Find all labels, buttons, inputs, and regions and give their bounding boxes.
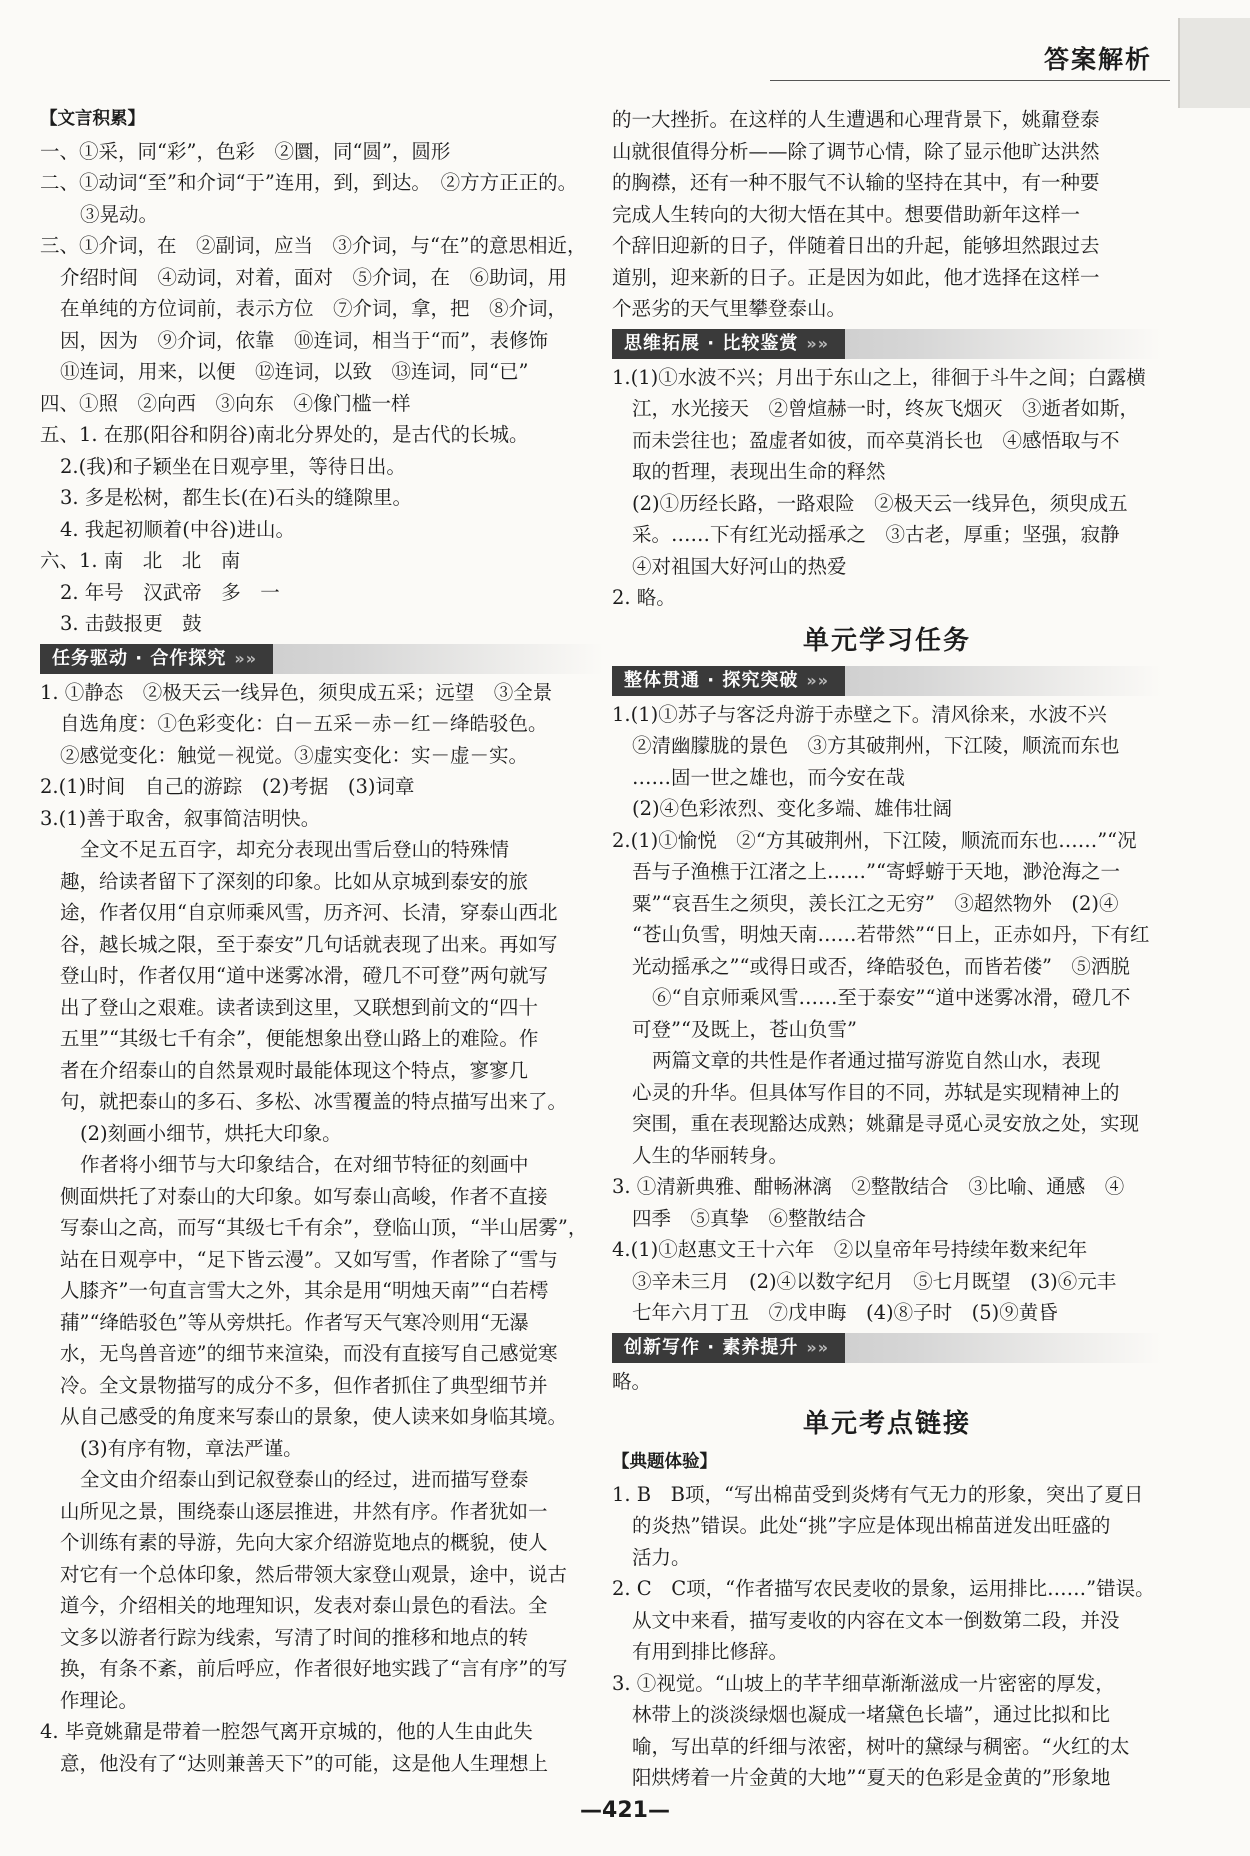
text-line: 蒱”“绛皓驳色”等从旁烘托。作者写天气寒冷则用“无瀑	[60, 1310, 529, 1334]
text-line: 出了登山之艰难。读者读到这里，又联想到前文的“四十	[60, 995, 538, 1019]
text-line: (2)④色彩浓烈、变化多端、雄伟壮阔	[632, 797, 953, 820]
text-line: 水，无鸟兽音迹”的细节来渲染，而没有直接写自己感觉寒	[60, 1342, 558, 1365]
continuation-list	[612, 104, 1162, 325]
text-line: 取的哲理，表现出生命的释然	[632, 460, 886, 483]
page-header	[770, 30, 1170, 81]
section-banner-compare	[612, 329, 1162, 359]
text-line: 突围，重在表现豁达成熟；姚鼐是寻觅心灵安放之处，实现	[632, 1112, 1140, 1135]
text-line: 喻，写出草的纤细与浓密，树叶的黛绿与稠密。“火红的太	[632, 1734, 1130, 1758]
text-line: 三、①介词，在 ②副词，应当 ③介词，与“在”的意思相近，	[40, 234, 587, 257]
text-line: 两篇文章的共性是作者通过描写游览自然山水，表现	[652, 1049, 1101, 1072]
text-line: 活力。	[632, 1545, 691, 1569]
section-banner-unit	[612, 666, 1162, 696]
text-line: 2. 年号 汉武帝 多 一	[60, 580, 280, 604]
text-line: (2)刻画小细节，烘托大印象。	[80, 1121, 342, 1145]
text-line: 2. C C项，“作者描写农民麦收的景象，运用排比……”错误。	[612, 1577, 1155, 1600]
text-line: 谷，越长城之限，至于泰安”几句话就表现了出来。再如写	[60, 932, 558, 956]
section-banner-write	[612, 1333, 1162, 1363]
text-line: 人膝齐”一句直言雪大之外，其余是用“明烛天南”“白若樗	[60, 1279, 549, 1302]
text-line: 全文由介绍泰山到记叙登泰山的经过，进而描写登泰	[80, 1468, 529, 1491]
left-column	[40, 104, 604, 1779]
banner-label: 创新写作 · 素养提升 »»	[612, 1333, 845, 1363]
text-line: 作者将小细节与大印象结合，在对细节特征的刻画中	[80, 1153, 529, 1176]
text-line: 阳烘烤着一片金黄的大地”“夏天的色彩是金黄的”形象地	[632, 1766, 1111, 1789]
text-line: 趣，给读者留下了深刻的印象。比如从京城到泰安的旅	[60, 869, 529, 893]
text-line: 对它有一个总体印象，然后带领大家登山观景，途中，说古	[60, 1562, 568, 1586]
text-line: 采。……下有红光动摇承之 ③古老，厚重；坚强，寂静	[632, 523, 1120, 546]
text-line: 文多以游者行踪为线索，写清了时间的推移和地点的转	[60, 1625, 529, 1649]
text-line: 完成人生转向的大彻大悟在其中。想要借助新年这样一	[612, 202, 1081, 226]
text-line: 介绍时间 ④动词，对着，面对 ⑤介词，在 ⑥助词，用	[60, 265, 568, 289]
text-line: 写泰山之高，而写“其级七千有余”，登临山顶，“半山居雾”，	[60, 1216, 588, 1239]
text-line: 个训练有素的导游，先向大家介绍游览地点的概貌，使人	[60, 1531, 548, 1554]
page-edge-tab	[1178, 18, 1250, 108]
text-line: 1. B B项，“写出棉苗受到炎烤有气无力的形象，突出了夏日	[612, 1482, 1144, 1506]
text-line: 侧面烘托了对泰山的大印象。如写泰山高峻，作者不直接	[60, 1184, 548, 1208]
text-line: 林带上的淡淡绿烟也凝成一堵黛色长墙”，通过比拟和比	[632, 1703, 1110, 1726]
text-line: 意，他没有了“达则兼善天下”的可能，这是他人生理想上	[60, 1751, 548, 1775]
text-line: 途，作者仅用“自京师乘风雪，历齐河、长清，穿泰山西北	[60, 901, 558, 924]
text-line: 冷。全文景物描写的成分不多，但作者抓住了典型细节并	[60, 1373, 548, 1397]
text-line: 2.(1)时间 自己的游踪 (2)考据 (3)词章	[40, 775, 415, 798]
text-line: 有用到排比修辞。	[632, 1640, 789, 1663]
text-line: 换，有条不紊，前后呼应，作者很好地实践了“言有序”的写	[60, 1657, 568, 1680]
wenyan-list	[40, 136, 604, 640]
text-line: 的炎热”错误。此处“挑”字应是体现出棉苗迸发出旺盛的	[632, 1514, 1111, 1537]
right-column	[612, 104, 1162, 1794]
text-line: 道别，迎来新的日子。正是因为如此，他才选择在这样一	[612, 265, 1100, 289]
text-line: 因，因为 ⑨介词，依靠 ⑩连词，相当于“而”，表修饰	[60, 328, 548, 352]
text-line: 四季 ⑤真挚 ⑥整散结合	[632, 1206, 867, 1230]
text-line: “苍山负雪，明烛天南……若带然”“日上，正赤如丹，下有红	[632, 923, 1150, 946]
text-line: 2.(1)①愉悦 ②“方其破荆州，下江陵，顺流而东也……”“况	[612, 828, 1137, 852]
text-line: 句，就把泰山的多石、多松、冰雪覆盖的特点描写出来了。	[60, 1090, 568, 1113]
text-line: 六、1. 南 北 北 南	[40, 549, 241, 572]
banner-label: 整体贯通 · 探究突破 »»	[612, 666, 845, 696]
text-line: 站在日观亭中，“足下皆云漫”。又如写雪，作者除了“雪与	[60, 1247, 558, 1271]
text-line: ②感觉变化：触觉－视觉。③虚实变化：实－虚－实。	[60, 743, 529, 767]
link-list	[612, 1479, 1162, 1794]
text-line: ⑥“自京师乘风雪……至于泰安”“道中迷雾冰滑，磴几不	[652, 986, 1131, 1009]
text-line: 光动摇承之”“或得日或否，绛皓驳色，而皆若偻” ⑤洒脱	[632, 954, 1130, 978]
dianti-tag: 【典题体验】	[612, 1452, 717, 1472]
write-answer: 略。	[612, 1369, 652, 1393]
text-line: 在单纯的方位词前，表示方位 ⑦介词，拿，把 ⑧介词，	[60, 297, 568, 320]
text-line: 四、①照 ②向西 ③向东 ④像门槛一样	[40, 391, 411, 415]
banner-label: 任务驱动 · 合作探究 »»	[40, 644, 273, 674]
text-line: 4. 我起初顺着(中谷)进山。	[60, 517, 296, 541]
text-line: ④对祖国大好河山的热爱	[632, 554, 847, 578]
text-line: 作理论。	[60, 1688, 139, 1712]
text-line: 的一大挫折。在这样的人生遭遇和心理背景下，姚鼐登泰	[612, 108, 1100, 131]
text-line: 登山时，作者仅用“道中迷雾冰滑，磴几不可登”两句就写	[60, 964, 548, 987]
text-line: 自选角度：①色彩变化：白－五采－赤－红－绛皓驳色。	[60, 712, 548, 735]
page-number: —421—	[580, 1798, 670, 1823]
unit-list	[612, 699, 1162, 1329]
text-line: 1.(1)①水波不兴；月出于东山之上，徘徊于斗牛之间；白露横	[612, 365, 1146, 389]
text-line: 3.(1)善于取舍，叙事简洁明快。	[40, 806, 321, 830]
text-line: ②清幽朦胧的景色 ③方其破荆州，下江陵，顺流而东也	[632, 734, 1120, 757]
text-line: 1.(1)①苏子与客泛舟游于赤壁之下。清风徐来，水波不兴	[612, 702, 1107, 726]
unit-task-title: 单元学习任务	[802, 625, 971, 656]
text-line: 从自己感受的角度来写泰山的景象，使人读来如身临其境。	[60, 1405, 568, 1428]
text-line: 3. 击鼓报更 鼓	[60, 612, 202, 635]
text-line: ……固一世之雄也，而今安在哉	[632, 765, 906, 789]
text-line: (2)①历经长路，一路艰险 ②极天云一线异色，须臾成五	[632, 491, 1128, 515]
text-line: 粟”“哀吾生之须臾，羡长江之无穷” ③超然物外 (2)④	[632, 891, 1119, 915]
text-line: 2. 略。	[612, 586, 676, 609]
text-line: 五里”“其级七千有余”，便能想象出登山路上的难险。作	[60, 1027, 539, 1050]
text-line: 个恶劣的天气里攀登泰山。	[612, 297, 847, 320]
text-line: (3)有序有物，章法严谨。	[80, 1436, 303, 1460]
text-line: 者在介绍泰山的自然景观时最能体现这个特点，寥寥几	[60, 1058, 529, 1082]
text-line: 七年六月丁丑 ⑦戊申晦 (4)⑧子时 (5)⑨黄昏	[632, 1301, 1058, 1324]
text-line: 2.(我)和子颖坐在日观亭里，等待日出。	[60, 454, 406, 478]
text-line: 五、1. 在那(阳谷和阴谷)南北分界处的，是古代的长城。	[40, 423, 529, 446]
section-banner-task	[40, 644, 604, 674]
text-line: 3. 多是松树，都生长(在)石头的缝隙里。	[60, 486, 413, 509]
text-line: 一、①采，同“彩”，色彩 ②圜，同“圆”，圆形	[40, 139, 451, 163]
text-line: 全文不足五百字，却充分表现出雪后登山的特殊情	[80, 838, 510, 861]
compare-list	[612, 362, 1162, 614]
text-line: 心灵的升华。但具体写作目的不同，苏轼是实现精神上的	[632, 1080, 1120, 1104]
text-line: 山所见之景，围绕泰山逐层推进，井然有序。作者犹如一	[60, 1499, 548, 1523]
text-line: 江，水光接天 ②曾煊赫一时，终灰飞烟灭 ③逝者如斯，	[632, 397, 1140, 420]
wenyan-tag: 【文言积累】	[40, 109, 145, 129]
text-line: 人生的华丽转身。	[632, 1143, 789, 1167]
text-line: 可登”“及既上，苍山负雪”	[632, 1017, 857, 1041]
text-line: 道今，介绍相关的地理知识，发表对泰山景色的看法。全	[60, 1594, 548, 1617]
text-line: ③辛未三月 (2)④以数字纪月 ⑤七月既望 (3)⑥元丰	[632, 1269, 1117, 1293]
text-line: 4.(1)①赵惠文王十六年 ②以皇帝年号持续年数来纪年	[612, 1238, 1088, 1261]
text-line: ③晃动。	[80, 202, 159, 226]
text-line: 4. 毕竟姚鼐是带着一腔怨气离开京城的，他的人生由此失	[40, 1720, 533, 1743]
text-line: 二、①动词“至”和介词“于”连用，到，到达。 ②方方正正的。	[40, 171, 578, 194]
text-line: 1. ①静态 ②极天云一线异色，须臾成五采；远望 ③全景	[40, 680, 553, 704]
text-line: 3. ①视觉。“山坡上的芊芊细草渐渐滋成一片密密的厚发，	[612, 1671, 1115, 1695]
text-line: 3. ①清新典雅、酣畅淋漓 ②整散结合 ③比喻、通感 ④	[612, 1175, 1125, 1198]
text-line: 的胸襟，还有一种不服气不认输的坚持在其中，有一种要	[612, 171, 1100, 194]
text-line: ⑪连词，用来，以便 ⑫连词，以致 ⑬连词，同“已”	[60, 360, 529, 383]
text-line: 山就很值得分析——除了调节心情，除了显示他旷达洪然	[612, 139, 1100, 163]
text-line: 个辞旧迎新的日子，伴随着日出的升起，能够坦然跟过去	[612, 234, 1100, 257]
text-line: 从文中来看，描写麦收的内容在文本一倒数第二段，并没	[632, 1608, 1120, 1632]
text-line: 而未尝往也；盈虚者如彼，而卒莫消长也 ④感悟取与不	[632, 428, 1120, 452]
banner-label: 思维拓展 · 比较鉴赏 »»	[612, 329, 845, 359]
task-list	[40, 677, 604, 1780]
header-title: 答案解析	[1043, 45, 1152, 74]
unit-link-title: 单元考点链接	[802, 1409, 971, 1439]
text-line: 吾与子渔樵于江渚之上……”“寄蜉蝣于天地，渺沧海之一	[632, 860, 1120, 883]
